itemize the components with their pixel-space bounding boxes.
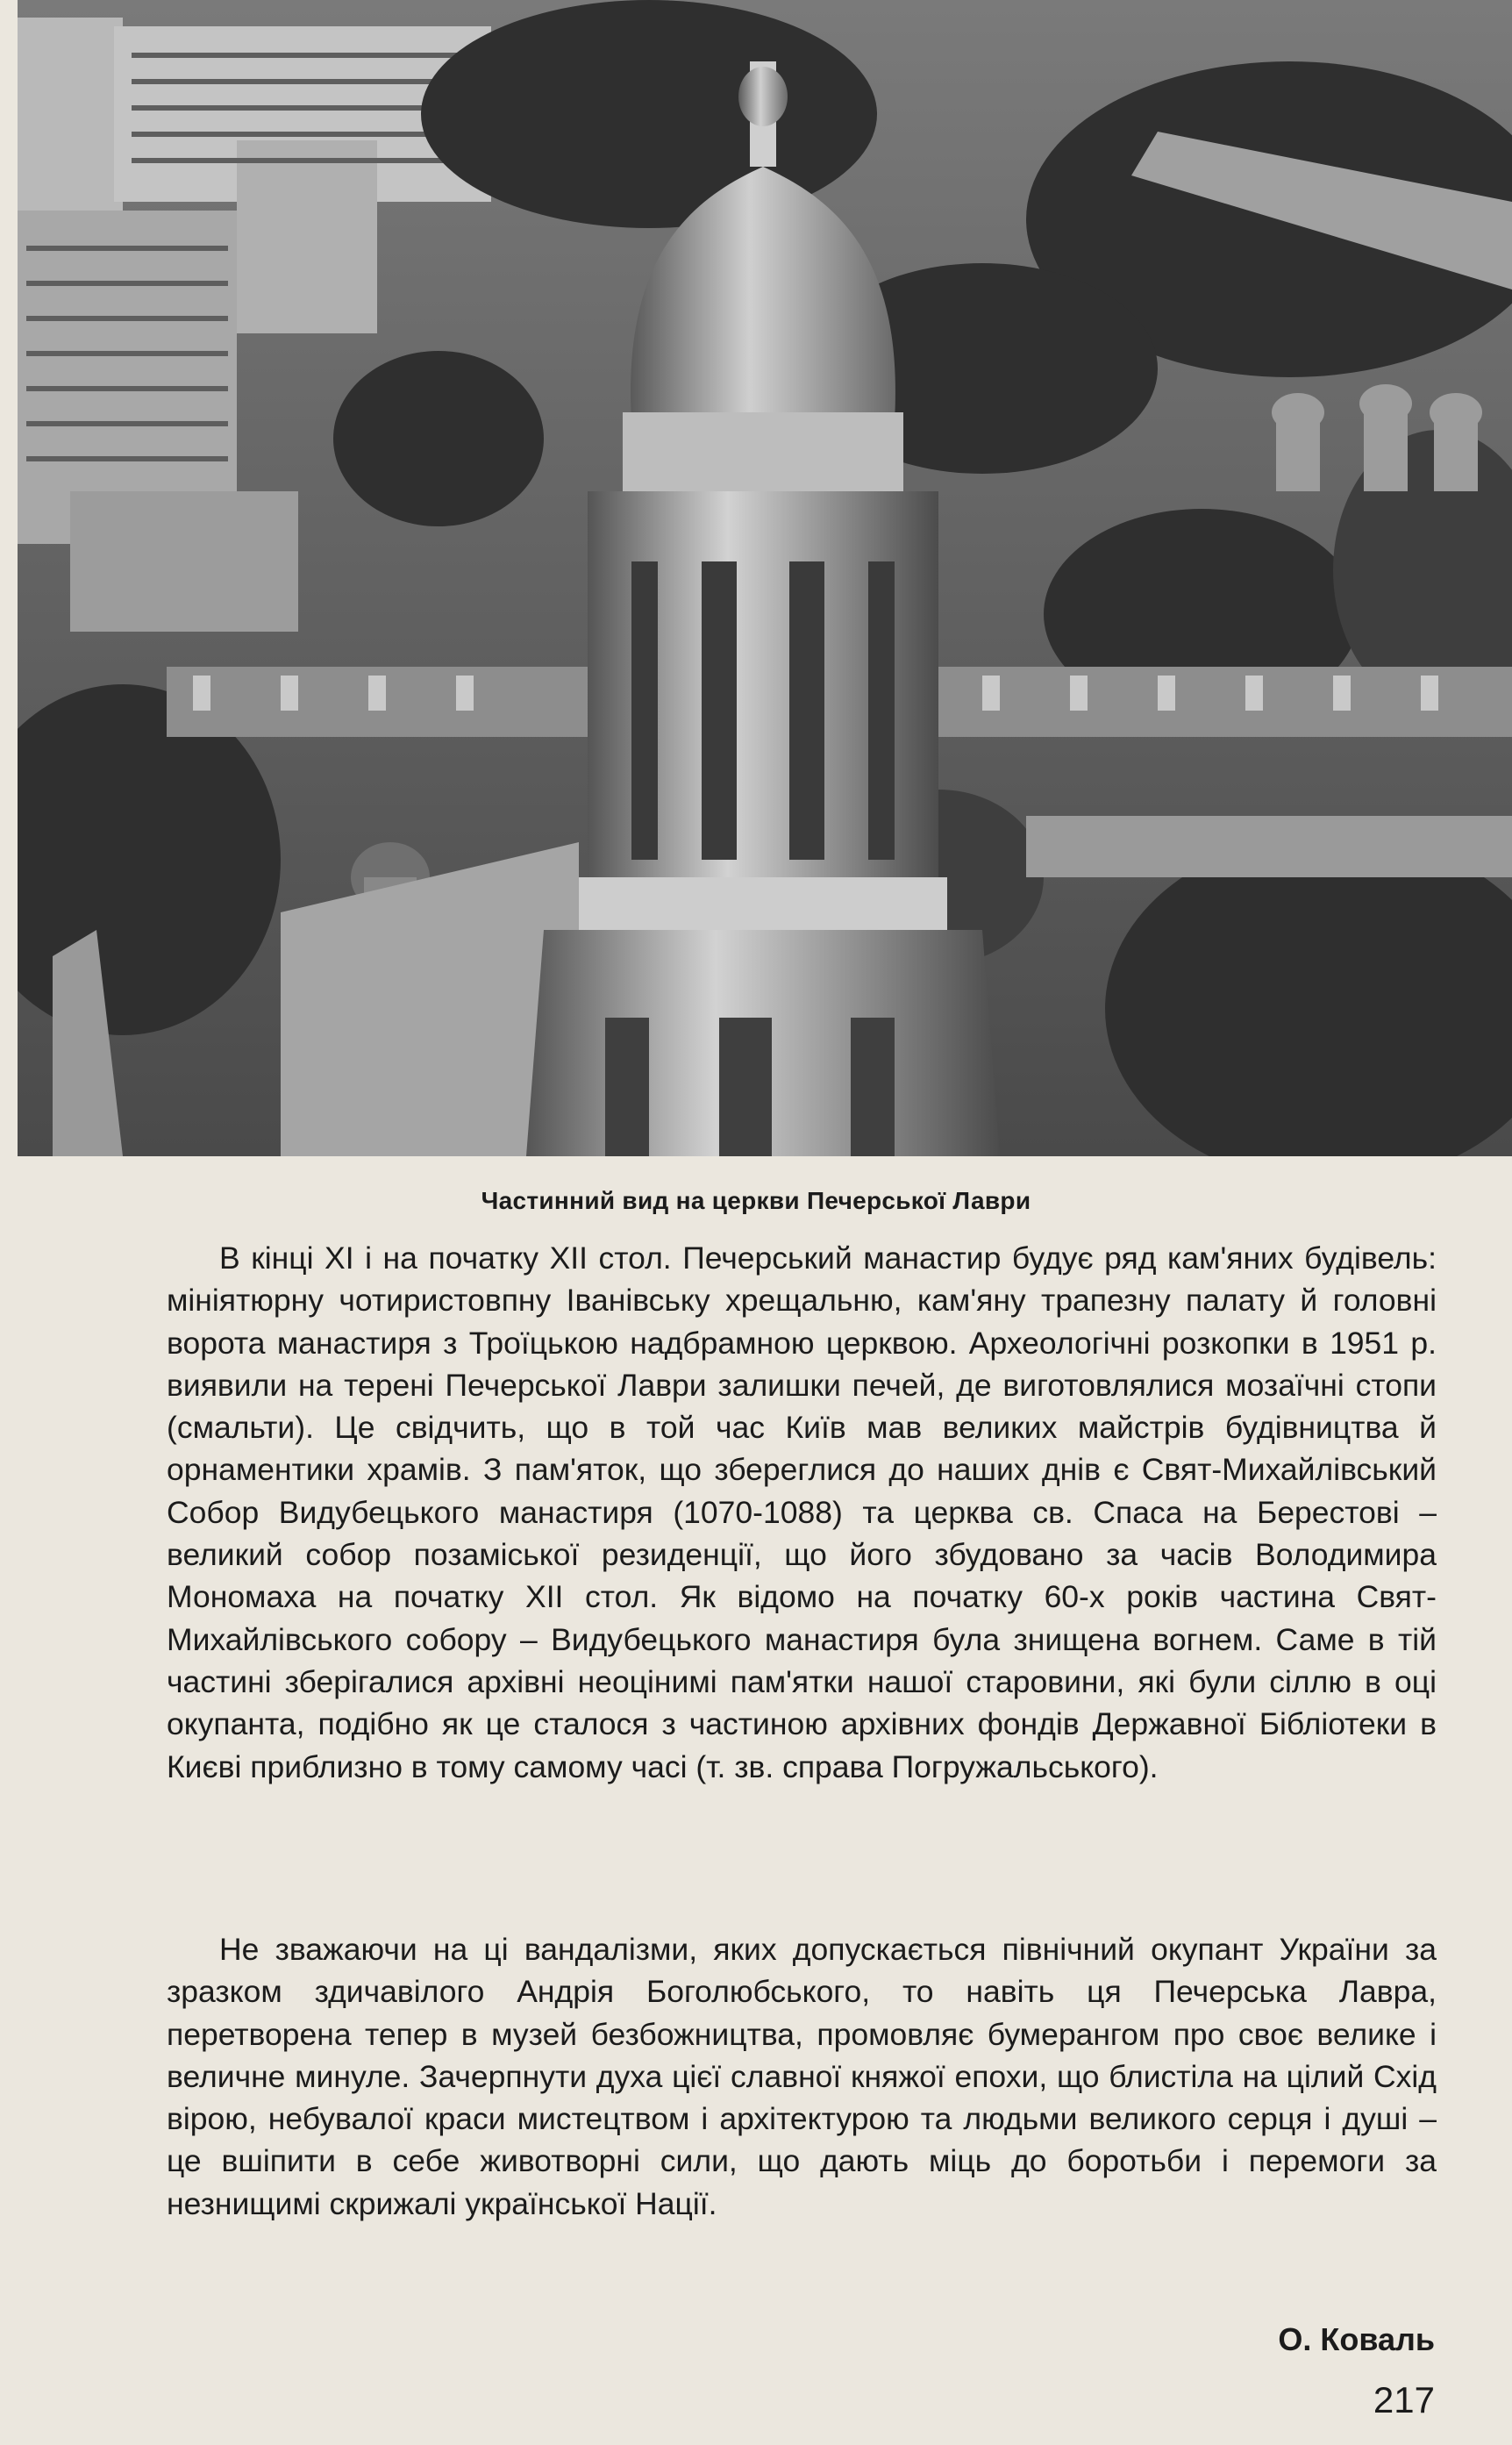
church-photo-illustration	[18, 0, 1512, 1156]
paragraph-1: В кінці XI і на початку XII стол. Печерський манастир будує ряд кам'яних будівель: мініятюрну чотиристовпну Іванівську хрещальню, кам'яну трапезну палату й головні ворота манастиря з Троїцькою надбрамною церквою. Археологічні розкопки в 1951 р. виявили на терені Печерської Лаври залишки печей, де виготовлялися мозаїчні стопи (смальти). Це свідчить, що в той час Київ мав великих майстрів будівництва й орнаментики храмів. З пам'яток, що збереглися до наших днів є Свят-Михайлівський Собор Видубецького манастиря (1070-1088) та церква св. Спаса на Берестові – великий собор позаміської резиденції, що його збудовано за часів Володимира Мономаха на початку XII стол. Як відомо на початку 60-х років частина Свят-Михайлівського собору – Видубецького манастиря була знищена вогнем. Саме в тій частині зберігалися архівні неоцінимі пам'ятки нашої старовини, які були сіллю в оці окупанта, подібно як це сталося з частиною архівних фондів Державної Бібліотеки в Києві приблизно в тому самому часі (т. зв. справа Погружальського).	[167, 1240, 1437, 1784]
small-domes	[1272, 384, 1482, 491]
church-photo	[18, 0, 1512, 1156]
paragraph-2: Не зважаючи на ці вандалізми, яких допускається північний окупант України за зразком здичавілого Андрія Боголюбського, то навіть ця Печерська Лавра, перетворена тепер в музей безбожництва, промовляє бумерангом про своє велике і величне минуле. Зачерпнути духа цієї славної княжої епохи, що блистіла на цілий Схід вірою, небувалої краси мистецтвом і архітектурою та людьми великого серця і душі – це вшіпити в себе животворні сили, що дають міць до боротьби і перемоги за незнищимі скрижалі української Нації.	[167, 1932, 1437, 2221]
page-number: 217	[1373, 2379, 1435, 2420]
author-signature: О. Коваль	[1278, 2321, 1435, 2357]
photo-caption: Частинний вид на церкви Печерської Лаври	[481, 1187, 1031, 1214]
